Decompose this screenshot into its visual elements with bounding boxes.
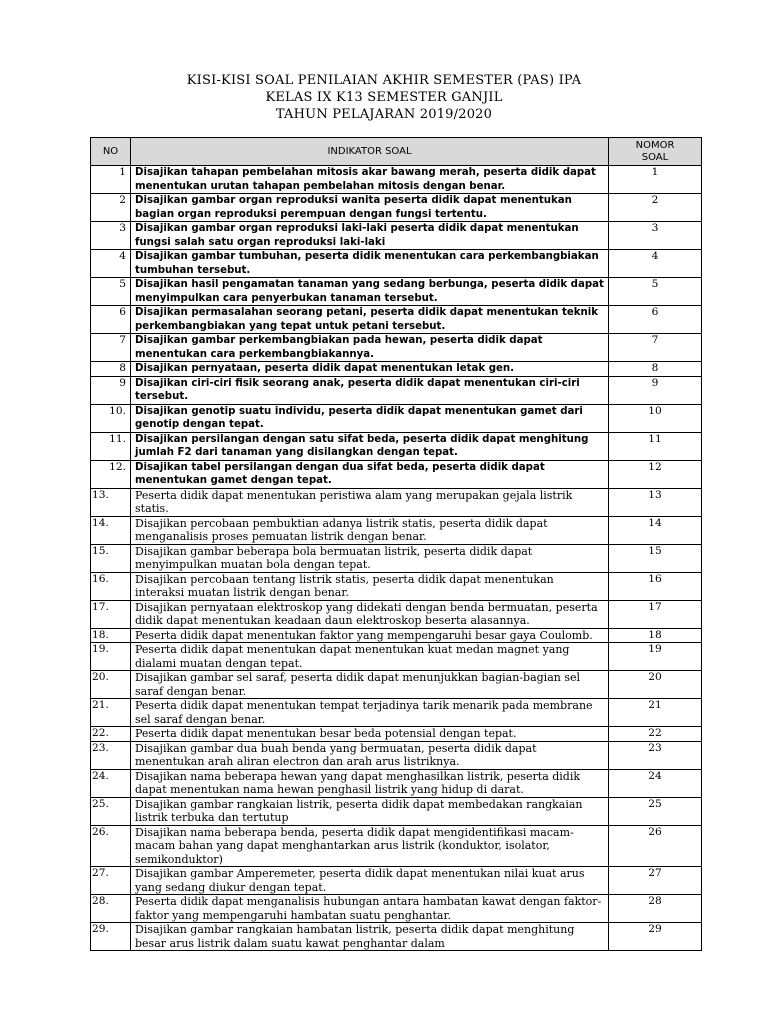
header-nomor-line-1: NOMOR bbox=[635, 139, 675, 151]
table-row bbox=[91, 572, 702, 600]
row-nomor-soal: 24 bbox=[609, 769, 702, 797]
row-indikator: Disajikan nama beberapa benda, peserta didik dapat mengidentifikasi macam-macam bahan yang dapat menghantarkan arus listrik (konduktor, isolator, semikonduktor) bbox=[131, 825, 609, 867]
table-row bbox=[91, 867, 702, 895]
table-row bbox=[91, 628, 702, 643]
row-number: 12. bbox=[91, 460, 131, 488]
row-nomor-soal: 26 bbox=[609, 825, 702, 867]
header-no: NO bbox=[91, 138, 131, 166]
row-number: 5 bbox=[91, 278, 131, 306]
row-nomor-soal: 11 bbox=[609, 432, 702, 460]
table-row bbox=[91, 278, 702, 306]
row-number: 26. bbox=[91, 825, 131, 867]
row-nomor-soal: 6 bbox=[609, 306, 702, 334]
row-number: 19. bbox=[91, 643, 131, 671]
row-indikator: Disajikan permasalahan seorang petani, peserta didik dapat menentukan teknik perkembangbiakan yang tepat untuk petani tersebut. bbox=[131, 306, 609, 334]
row-indikator: Disajikan persilangan dengan satu sifat beda, peserta didik dapat menghitung jumlah F2 dari tanaman yang disilangkan dengan tepat. bbox=[131, 432, 609, 460]
row-indikator: Disajikan gambar organ reproduksi laki-laki peserta didik dapat menentukan fungsi salah satu organ reproduksi laki-laki bbox=[131, 222, 609, 250]
table-row bbox=[91, 488, 702, 516]
table-row bbox=[91, 194, 702, 222]
table-row bbox=[91, 544, 702, 572]
row-number: 8 bbox=[91, 362, 131, 377]
row-nomor-soal: 17 bbox=[609, 600, 702, 628]
table-row bbox=[91, 404, 702, 432]
row-number: 1 bbox=[91, 166, 131, 194]
row-nomor-soal: 9 bbox=[609, 376, 702, 404]
row-indikator: Disajikan gambar dua buah benda yang bermuatan, peserta didik dapat menentukan arah aliran electron dan arah arus listriknya. bbox=[131, 741, 609, 769]
row-indikator: Disajikan percobaan pembuktian adanya listrik statis, peserta didik dapat menganalisis proses pemuatan listrik dengan benar. bbox=[131, 516, 609, 544]
row-indikator: Disajikan ciri-ciri fisik seorang anak, peserta didik dapat menentukan ciri-ciri tersebut. bbox=[131, 376, 609, 404]
row-indikator: Disajikan pernyataan elektroskop yang didekati dengan benda bermuatan, peserta didik dapat menentukan keadaan daun elektroskop beserta alasannya. bbox=[131, 600, 609, 628]
title-line-1: KISI-KISI SOAL PENILAIAN AKHIR SEMESTER (PAS) IPA bbox=[186, 73, 582, 88]
table-row bbox=[91, 166, 702, 194]
row-indikator: Disajikan gambar rangkaian listrik, peserta didik dapat membedakan rangkaian listrik terbuka dan tertutup bbox=[131, 797, 609, 825]
row-indikator: Disajikan gambar sel saraf, peserta didik dapat menunjukkan bagian-bagian sel saraf dengan benar. bbox=[131, 671, 609, 699]
row-indikator: Peserta didik dapat menentukan besar beda potensial dengan tepat. bbox=[131, 727, 609, 742]
row-nomor-soal: 20 bbox=[609, 671, 702, 699]
row-number: 9 bbox=[91, 376, 131, 404]
table-row bbox=[91, 671, 702, 699]
row-number: 2 bbox=[91, 194, 131, 222]
row-nomor-soal: 7 bbox=[609, 334, 702, 362]
row-indikator: Disajikan gambar tumbuhan, peserta didik menentukan cara perkembangbiakan tumbuhan tersebut. bbox=[131, 250, 609, 278]
title-line-3: TAHUN PELAJARAN 2019/2020 bbox=[275, 107, 493, 122]
row-nomor-soal: 23 bbox=[609, 741, 702, 769]
row-nomor-soal: 22 bbox=[609, 727, 702, 742]
row-nomor-soal: 13 bbox=[609, 488, 702, 516]
row-indikator: Disajikan gambar perkembangbiakan pada hewan, peserta didik dapat menentukan cara perkembangbiakannya. bbox=[131, 334, 609, 362]
row-nomor-soal: 25 bbox=[609, 797, 702, 825]
title-line-2: KELAS IX K13 SEMESTER GANJIL bbox=[265, 90, 503, 105]
row-number: 22. bbox=[91, 727, 131, 742]
row-indikator: Peserta didik dapat menentukan tempat terjadinya tarik menarik pada membrane sel saraf dengan benar. bbox=[131, 699, 609, 727]
row-indikator: Peserta didik dapat menganalisis hubungan antara hambatan kawat dengan faktor-faktor yang mempengaruhi hambatan suatu penghantar. bbox=[131, 895, 609, 923]
document-title bbox=[0, 72, 768, 123]
row-number: 4 bbox=[91, 250, 131, 278]
row-number: 14. bbox=[91, 516, 131, 544]
row-nomor-soal: 8 bbox=[609, 362, 702, 377]
table-row bbox=[91, 769, 702, 797]
table-row bbox=[91, 516, 702, 544]
table-row bbox=[91, 376, 702, 404]
table-row bbox=[91, 460, 702, 488]
row-number: 24. bbox=[91, 769, 131, 797]
header-indikator: INDIKATOR SOAL bbox=[131, 138, 609, 166]
row-nomor-soal: 19 bbox=[609, 643, 702, 671]
row-nomor-soal: 21 bbox=[609, 699, 702, 727]
row-nomor-soal: 3 bbox=[609, 222, 702, 250]
table-header-row bbox=[91, 138, 702, 166]
row-number: 21. bbox=[91, 699, 131, 727]
row-nomor-soal: 29 bbox=[609, 923, 702, 951]
table-row bbox=[91, 727, 702, 742]
row-indikator: Peserta didik dapat menentukan peristiwa alam yang merupakan gejala listrik statis. bbox=[131, 488, 609, 516]
kisi-kisi-table bbox=[90, 137, 702, 951]
row-number: 3 bbox=[91, 222, 131, 250]
row-indikator: Disajikan genotip suatu individu, peserta didik dapat menentukan gamet dari genotip dengan tepat. bbox=[131, 404, 609, 432]
row-indikator: Disajikan percobaan tentang listrik statis, peserta didik dapat menentukan interaksi muatan listrik dengan benar. bbox=[131, 572, 609, 600]
row-nomor-soal: 14 bbox=[609, 516, 702, 544]
row-nomor-soal: 18 bbox=[609, 628, 702, 643]
row-number: 15. bbox=[91, 544, 131, 572]
table-row bbox=[91, 923, 702, 951]
row-indikator: Disajikan hasil pengamatan tanaman yang sedang berbunga, peserta didik dapat menyimpulkan cara penyerbukan tanaman tersebut. bbox=[131, 278, 609, 306]
row-number: 28. bbox=[91, 895, 131, 923]
table-row bbox=[91, 643, 702, 671]
row-indikator: Disajikan gambar Amperemeter, peserta didik dapat menentukan nilai kuat arus yang sedang diukur dengan tepat. bbox=[131, 867, 609, 895]
row-number: 16. bbox=[91, 572, 131, 600]
row-indikator: Disajikan nama beberapa hewan yang dapat menghasilkan listrik, peserta didik dapat menentukan nama hewan penghasil listrik yang hidup di darat. bbox=[131, 769, 609, 797]
row-number: 17. bbox=[91, 600, 131, 628]
row-indikator: Disajikan gambar organ reproduksi wanita peserta didik dapat menentukan bagian organ reproduksi perempuan dengan fungsi tertentu. bbox=[131, 194, 609, 222]
row-nomor-soal: 16 bbox=[609, 572, 702, 600]
row-number: 27. bbox=[91, 867, 131, 895]
row-indikator: Disajikan tahapan pembelahan mitosis akar bawang merah, peserta didik dapat menentukan urutan tahapan pembelahan mitosis dengan benar. bbox=[131, 166, 609, 194]
row-nomor-soal: 10 bbox=[609, 404, 702, 432]
header-nomor-soal bbox=[609, 138, 702, 166]
row-number: 13. bbox=[91, 488, 131, 516]
table-row bbox=[91, 895, 702, 923]
header-nomor-line-2: SOAL bbox=[641, 151, 669, 163]
row-indikator: Disajikan tabel persilangan dengan dua sifat beda, peserta didik dapat menentukan gamet dengan tepat. bbox=[131, 460, 609, 488]
row-nomor-soal: 27 bbox=[609, 867, 702, 895]
row-number: 29. bbox=[91, 923, 131, 951]
row-number: 10. bbox=[91, 404, 131, 432]
row-number: 25. bbox=[91, 797, 131, 825]
row-number: 23. bbox=[91, 741, 131, 769]
row-nomor-soal: 15 bbox=[609, 544, 702, 572]
table-row bbox=[91, 362, 702, 377]
table-row bbox=[91, 825, 702, 867]
row-number: 11. bbox=[91, 432, 131, 460]
row-number: 18. bbox=[91, 628, 131, 643]
table-row bbox=[91, 432, 702, 460]
row-indikator: Disajikan pernyataan, peserta didik dapat menentukan letak gen. bbox=[131, 362, 609, 377]
table-row bbox=[91, 600, 702, 628]
row-nomor-soal: 1 bbox=[609, 166, 702, 194]
row-nomor-soal: 12 bbox=[609, 460, 702, 488]
row-indikator: Disajikan gambar beberapa bola bermuatan listrik, peserta didik dapat menyimpulkan muatan bola dengan tepat. bbox=[131, 544, 609, 572]
row-nomor-soal: 2 bbox=[609, 194, 702, 222]
row-nomor-soal: 28 bbox=[609, 895, 702, 923]
table-row bbox=[91, 741, 702, 769]
table-row bbox=[91, 699, 702, 727]
row-indikator: Peserta didik dapat menentukan dapat menentukan kuat medan magnet yang dialami muatan dengan tepat. bbox=[131, 643, 609, 671]
row-number: 6 bbox=[91, 306, 131, 334]
row-nomor-soal: 4 bbox=[609, 250, 702, 278]
row-indikator: Disajikan gambar rangkaian hambatan listrik, peserta didik dapat menghitung besar arus listrik dalam suatu kawat penghantar dalam bbox=[131, 923, 609, 951]
row-number: 20. bbox=[91, 671, 131, 699]
row-indikator: Peserta didik dapat menentukan faktor yang mempengaruhi besar gaya Coulomb. bbox=[131, 628, 609, 643]
table-row bbox=[91, 797, 702, 825]
table-row bbox=[91, 306, 702, 334]
row-nomor-soal: 5 bbox=[609, 278, 702, 306]
table-row bbox=[91, 250, 702, 278]
table-row bbox=[91, 222, 702, 250]
row-number: 7 bbox=[91, 334, 131, 362]
table-row bbox=[91, 334, 702, 362]
